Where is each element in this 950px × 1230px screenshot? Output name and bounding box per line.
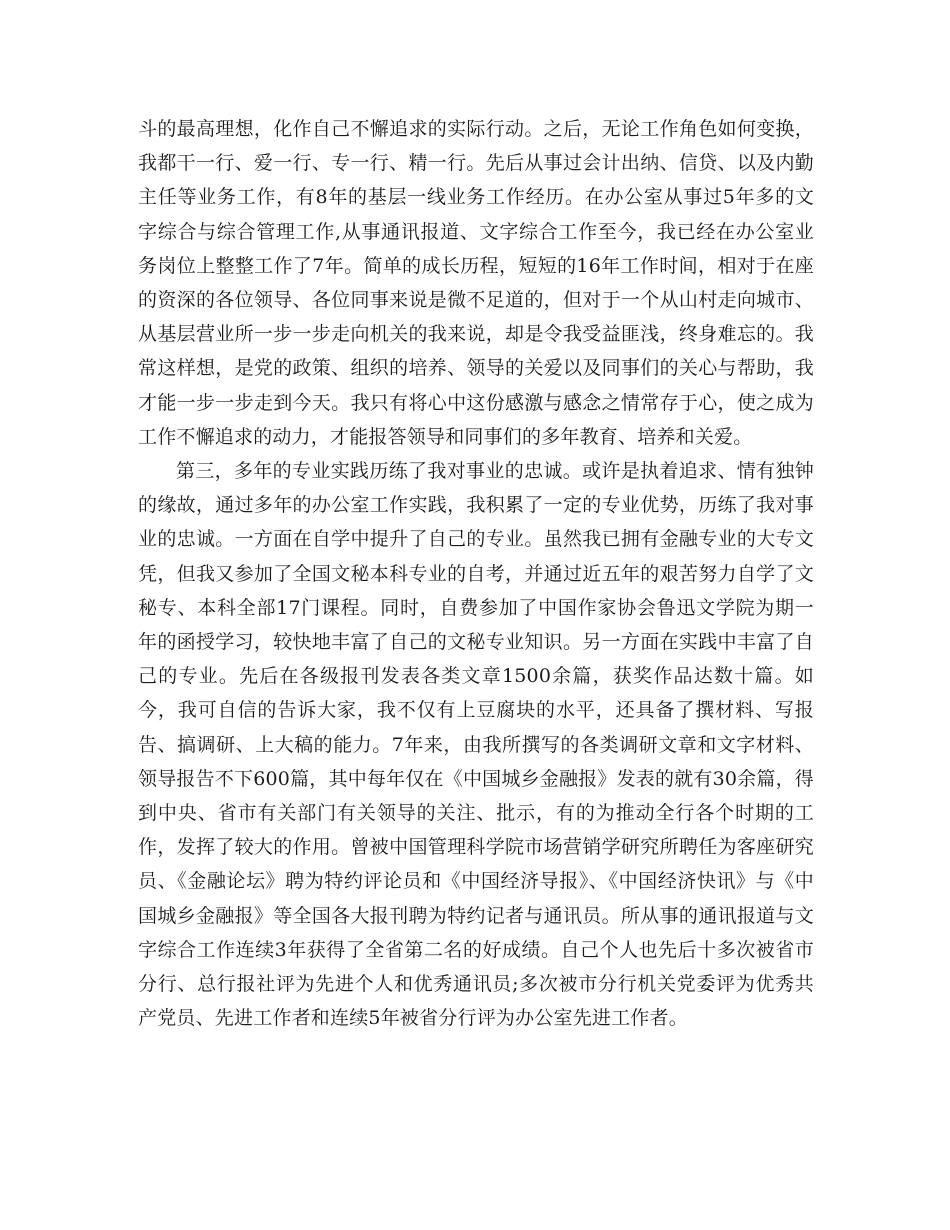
paragraph-third-point: 第三，多年的专业实践历练了我对事业的忠诚。或许是执着追求、情有独钟的缘故，通过多年的办公室工作实践，我积累了一定的专业优势，历练了我对事业的忠诚。一方面在自学中提升了自己的专业。虽然我已拥有金融专业的大专文凭，但我又参加了全国文秘本科专业的自考，并通过近五年的艰苦努力自学了文秘专、本科全部17门课程。同时，自费参加了中国作家协会鲁迅文学院为期一年的函授学习，较快地丰富了自己的文秘专业知识。另一方面在实践中丰富了自己的专业。先后在各级报刊发表各类文章1500余篇，获奖作品达数十篇。如今，我可自信的告诉大家，我不仅有上豆腐块的水平，还具备了撰材料、写报告、搞调研、上大稿的能力。7年来，由我所撰写的各类调研文章和文字材料、领导报告不下600篇，其中每年仅在《中国城乡金融报》发表的就有30余篇，得到中央、省市有关部门有关领导的关注、批示，有的为推动全行各个时期的工作，发挥了较大的作用。曾被中国管理科学院市场营销学研究所聘任为客座研究员、《金融论坛》聘为特约评论员和《中国经济导报》、《中国经济快讯》与《中国城乡金融报》等全国各大报刊聘为特约记者与通讯员。所从事的通讯报道与文字综合工作连续3年获得了全省第二名的好成绩。自己个人也先后十多次被省市分行、总行报社评为先进个人和优秀通讯员;多次被市分行机关党委评为优秀共产党员、先进工作者和连续5年被省分行评为办公室先进工作者。 <box>138 460 814 1030</box>
paragraph-continuation: 斗的最高理想，化作自己不懈追求的实际行动。之后，无论工作角色如何变换，我都干一行、爱一行、专一行、精一行。先后从事过会计出纳、信贷、以及内勤主任等业务工作，有8年的基层一线业务工作经历。在办公室从事过5年多的文字综合与综合管理工作,从事通讯报道、文字综合工作至今，我已经在办公室业务岗位上整整工作了7年。简单的成长历程，短短的16年工作时间，相对于在座的资深的各位领导、各位同事来说是微不足道的，但对于一个从山村走向城市、从基层营业所一步一步走向机关的我来说，却是令我受益匪浅，终身难忘的。我常这样想，是党的政策、组织的培养、领导的关爱以及同事们的关心与帮助，我才能一步一步走到今天。我只有将心中这份感激与感念之情常存于心，使之成为工作不懈追求的动力，才能报答领导和同事们的多年教育、培养和关爱。 <box>138 118 814 448</box>
document-body <box>138 112 814 1035</box>
